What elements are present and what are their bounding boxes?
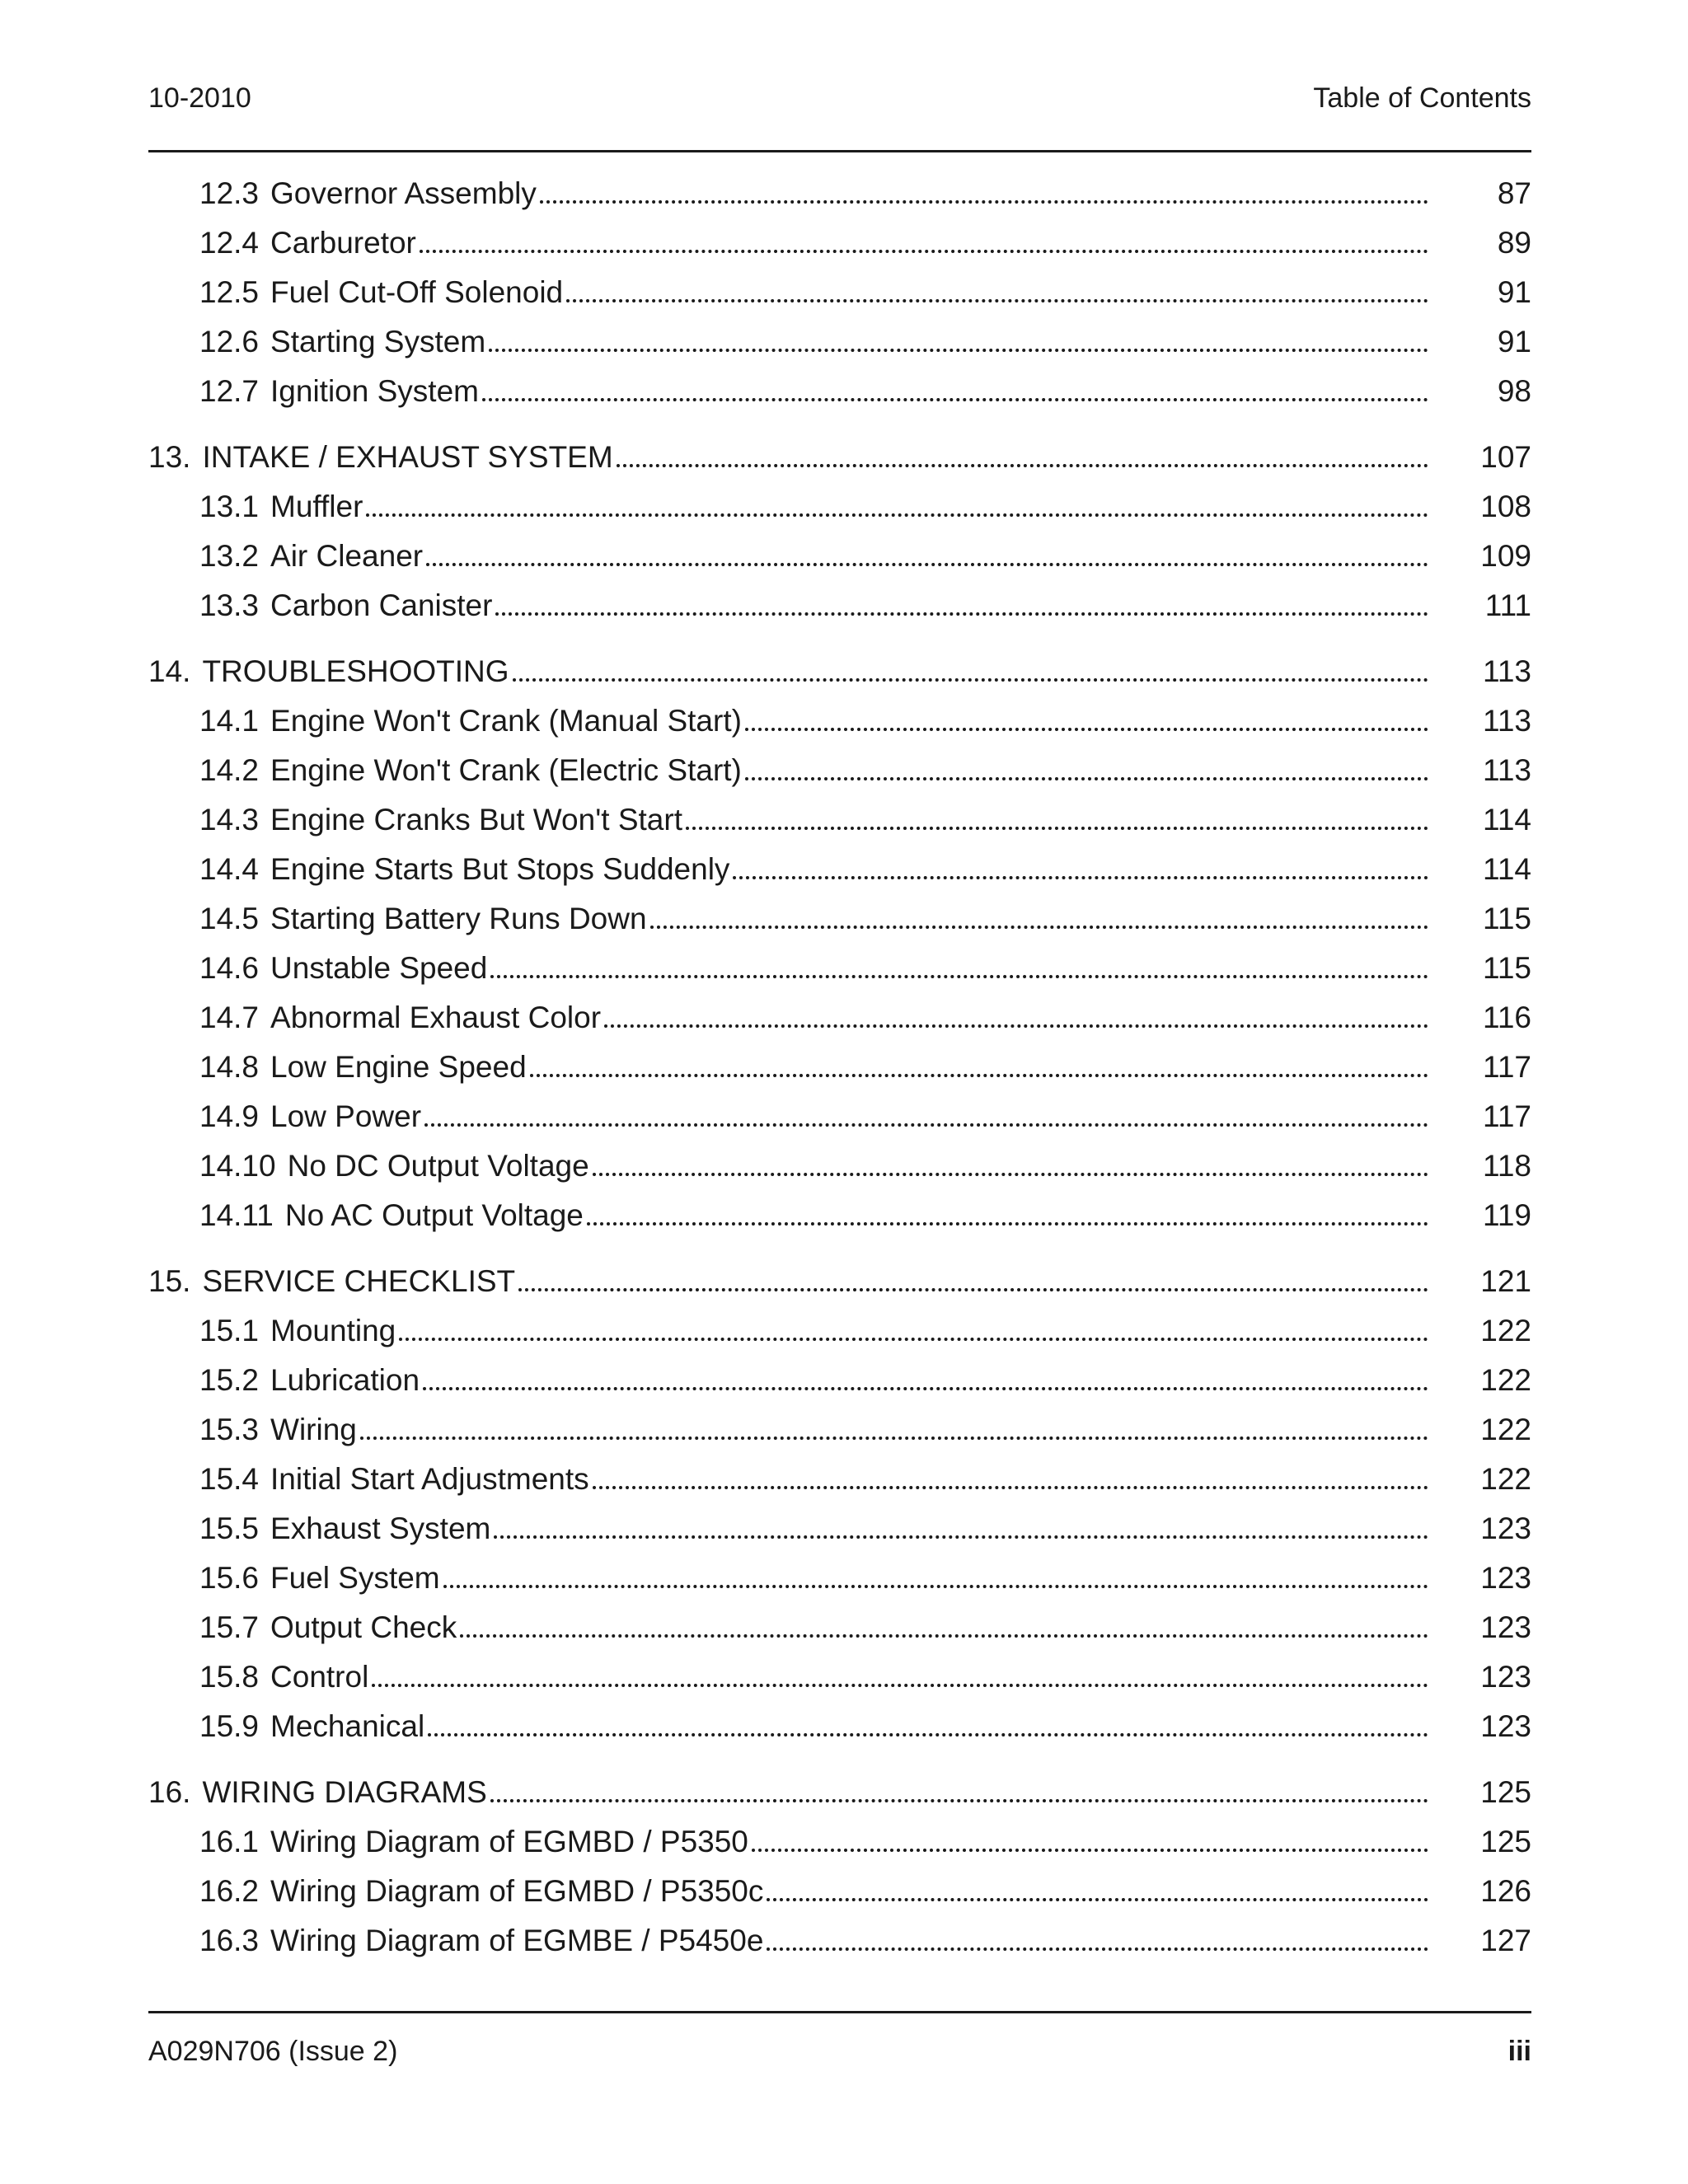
- dot-leader: [366, 513, 1428, 517]
- toc-page-number: 123: [1480, 1511, 1531, 1545]
- toc-entry[interactable]: [148, 1603, 1531, 1652]
- toc-entry-number: 14.5: [199, 902, 260, 935]
- toc-page-number: 115: [1483, 902, 1531, 935]
- toc-entry-title: [199, 1924, 767, 1957]
- toc-entry-title: [199, 1825, 752, 1858]
- toc-page-number: 125: [1480, 1825, 1531, 1858]
- toc-entry-number: 15.: [148, 1264, 191, 1298]
- toc-page-number: 117: [1483, 1099, 1531, 1133]
- toc-page-number: 107: [1480, 440, 1531, 474]
- dot-leader: [494, 1535, 1428, 1539]
- toc-entry[interactable]: [148, 1356, 1531, 1405]
- toc-entry-text: Engine Won't Crank (Electric Start): [270, 753, 742, 787]
- dot-leader: [604, 1024, 1428, 1028]
- table-of-contents: [148, 169, 1531, 1982]
- toc-entry-title: [199, 226, 420, 260]
- dot-leader: [426, 563, 1428, 566]
- toc-entry-title: [199, 852, 733, 886]
- toc-entry[interactable]: [148, 993, 1531, 1043]
- toc-entry-title: [199, 1149, 593, 1183]
- toc-entry-number: 14.10: [199, 1149, 276, 1183]
- toc-entry[interactable]: [148, 482, 1531, 532]
- toc-page-number: 87: [1497, 176, 1531, 210]
- toc-entry-number: 15.9: [199, 1709, 260, 1743]
- dot-leader: [587, 1222, 1428, 1226]
- toc-entry[interactable]: [148, 1652, 1531, 1702]
- toc-page-number: 123: [1480, 1709, 1531, 1743]
- toc-section: [148, 647, 1531, 1240]
- dot-leader: [495, 612, 1428, 616]
- footer-doc-id: A029N706 (Issue 2): [148, 2036, 398, 2067]
- toc-entry-text: Fuel Cut-Off Solenoid: [270, 275, 564, 309]
- toc-entry-text: Low Engine Speed: [270, 1050, 527, 1084]
- dot-leader: [566, 299, 1428, 302]
- toc-entry-text: Mounting: [270, 1314, 396, 1347]
- toc-entry-title: [199, 1511, 494, 1545]
- toc-entry-title: [199, 1198, 587, 1232]
- toc-page-number: 126: [1480, 1874, 1531, 1908]
- toc-entry-number: 13.2: [199, 539, 260, 573]
- dot-leader: [745, 777, 1428, 780]
- toc-entry-number: 15.6: [199, 1561, 260, 1595]
- dot-leader: [423, 1387, 1428, 1390]
- toc-page-number: 123: [1480, 1660, 1531, 1694]
- toc-page-number: 91: [1497, 325, 1531, 359]
- dot-leader: [650, 926, 1428, 929]
- toc-entry-number: 12.4: [199, 226, 260, 260]
- toc-chapter-entry[interactable]: [148, 647, 1531, 696]
- toc-page-number: 121: [1480, 1264, 1531, 1298]
- toc-entry-title: [199, 275, 566, 309]
- dot-leader: [489, 349, 1428, 352]
- toc-entry-number: 14.4: [199, 852, 260, 886]
- toc-page-number: 122: [1480, 1314, 1531, 1347]
- dot-leader: [767, 1947, 1428, 1951]
- toc-entry-title: [199, 803, 686, 837]
- toc-entry-text: Low Power: [270, 1099, 422, 1133]
- toc-entry[interactable]: [148, 795, 1531, 845]
- page-header: [148, 82, 1531, 119]
- toc-entry-title: [199, 1874, 767, 1908]
- toc-section: [148, 1768, 1531, 1966]
- toc-entry[interactable]: [148, 1916, 1531, 1966]
- toc-entry-number: 15.7: [199, 1610, 260, 1644]
- toc-entry-text: Output Check: [270, 1610, 457, 1644]
- toc-page-number: 125: [1480, 1775, 1531, 1809]
- toc-entry-text: Exhaust System: [270, 1511, 491, 1545]
- dot-leader: [424, 1123, 1428, 1127]
- toc-entry-number: 12.5: [199, 275, 260, 309]
- toc-entry-number: 15.8: [199, 1660, 260, 1694]
- toc-entry-text: Engine Starts But Stops Suddenly: [270, 852, 730, 886]
- toc-entry-text: INTAKE / EXHAUST SYSTEM: [202, 440, 613, 474]
- footer-rule: [148, 2011, 1531, 2013]
- toc-entry-number: 15.3: [199, 1413, 260, 1446]
- toc-entry-number: 13.3: [199, 588, 260, 622]
- dot-leader: [593, 1486, 1428, 1489]
- toc-entry-text: Wiring Diagram of EGMBD / P5350c: [270, 1874, 764, 1908]
- toc-entry-text: Unstable Speed: [270, 951, 488, 985]
- toc-chapter-entry[interactable]: [148, 1257, 1531, 1306]
- toc-entry-title: [148, 1264, 518, 1298]
- dot-leader: [490, 975, 1428, 978]
- toc-entry[interactable]: [148, 1455, 1531, 1504]
- toc-entry[interactable]: [148, 1141, 1531, 1191]
- toc-entry-title: [199, 753, 745, 787]
- toc-entry-title: [199, 1561, 443, 1595]
- toc-entry[interactable]: [148, 367, 1531, 416]
- dot-leader: [733, 876, 1428, 879]
- header-rule: [148, 150, 1531, 152]
- toc-page-number: 123: [1480, 1561, 1531, 1595]
- toc-entry-title: [148, 440, 617, 474]
- toc-entry-text: Muffler: [270, 490, 363, 523]
- toc-page-number: 116: [1483, 1001, 1531, 1034]
- toc-chapter-entry[interactable]: [148, 433, 1531, 482]
- toc-entry-text: WIRING DIAGRAMS: [202, 1775, 487, 1809]
- toc-page-number: 127: [1480, 1924, 1531, 1957]
- toc-entry[interactable]: [148, 1092, 1531, 1141]
- dot-leader: [460, 1634, 1428, 1638]
- toc-entry-text: Ignition System: [270, 374, 479, 408]
- dot-leader: [372, 1684, 1428, 1687]
- toc-entry[interactable]: [148, 894, 1531, 944]
- toc-entry-number: 14.9: [199, 1099, 260, 1133]
- toc-entry-title: [199, 1660, 372, 1694]
- toc-entry[interactable]: [148, 1043, 1531, 1092]
- toc-entry[interactable]: [148, 317, 1531, 367]
- toc-entry-text: Engine Won't Crank (Manual Start): [270, 704, 742, 738]
- toc-entry-text: Initial Start Adjustments: [270, 1462, 589, 1496]
- toc-entry-text: Control: [270, 1660, 369, 1694]
- toc-entry-title: [199, 176, 540, 210]
- toc-entry-number: 15.5: [199, 1511, 260, 1545]
- toc-entry-number: 15.1: [199, 1314, 260, 1347]
- toc-entry-title: [148, 1775, 490, 1809]
- toc-entry-number: 16.1: [199, 1825, 260, 1858]
- toc-page-number: 122: [1480, 1363, 1531, 1397]
- toc-entry-text: Carbon Canister: [270, 588, 493, 622]
- toc-page-number: 114: [1483, 803, 1531, 837]
- toc-page-number: 119: [1483, 1198, 1531, 1232]
- toc-section: [148, 1257, 1531, 1751]
- toc-entry-text: Governor Assembly: [270, 176, 537, 210]
- toc-entry-number: 13.1: [199, 490, 260, 523]
- dot-leader: [593, 1173, 1428, 1176]
- toc-entry-text: Starting System: [270, 325, 486, 359]
- header-date: 10-2010: [148, 82, 251, 114]
- toc-entry[interactable]: [148, 169, 1531, 218]
- toc-entry-number: 16.2: [199, 1874, 260, 1908]
- toc-entry-text: Lubrication: [270, 1363, 420, 1397]
- toc-entry-title: [148, 654, 513, 688]
- toc-page-number: 117: [1483, 1050, 1531, 1084]
- toc-entry[interactable]: [148, 581, 1531, 630]
- toc-page-number: 98: [1497, 374, 1531, 408]
- toc-entry-title: [199, 1413, 360, 1446]
- toc-entry-title: [199, 1363, 423, 1397]
- toc-entry-title: [199, 539, 426, 573]
- dot-leader: [617, 464, 1428, 467]
- dot-leader: [518, 1288, 1428, 1291]
- toc-entry-title: [199, 374, 482, 408]
- toc-entry[interactable]: [148, 1867, 1531, 1916]
- dot-leader: [482, 398, 1428, 401]
- toc-entry[interactable]: [148, 268, 1531, 317]
- toc-entry[interactable]: [148, 1191, 1531, 1240]
- dot-leader: [360, 1436, 1428, 1440]
- toc-page-number: 123: [1480, 1610, 1531, 1644]
- toc-page-number: 115: [1483, 951, 1531, 985]
- dot-leader: [686, 827, 1428, 830]
- toc-section: [148, 169, 1531, 416]
- toc-entry-number: 14.7: [199, 1001, 260, 1034]
- dot-leader: [540, 200, 1428, 204]
- toc-entry-text: Carburetor: [270, 226, 416, 260]
- toc-entry-number: 14.11: [199, 1198, 274, 1232]
- toc-page-number: 108: [1480, 490, 1531, 523]
- toc-entry-text: No DC Output Voltage: [287, 1149, 589, 1183]
- toc-page-number: 111: [1484, 588, 1531, 622]
- toc-entry[interactable]: [148, 696, 1531, 746]
- toc-page-number: 89: [1497, 226, 1531, 260]
- toc-entry-number: 15.4: [199, 1462, 260, 1496]
- toc-section: [148, 433, 1531, 630]
- toc-entry-title: [199, 1610, 460, 1644]
- toc-entry[interactable]: [148, 1306, 1531, 1356]
- toc-entry-title: [199, 490, 366, 523]
- toc-chapter-entry[interactable]: [148, 1768, 1531, 1817]
- toc-entry-text: Starting Battery Runs Down: [270, 902, 647, 935]
- toc-entry-text: Abnormal Exhaust Color: [270, 1001, 602, 1034]
- toc-entry-number: 14.3: [199, 803, 260, 837]
- dot-leader: [420, 250, 1428, 253]
- toc-entry[interactable]: [148, 1405, 1531, 1455]
- toc-page-number: 113: [1483, 654, 1531, 688]
- dot-leader: [767, 1898, 1428, 1901]
- toc-entry-title: [199, 1709, 428, 1743]
- header-title: Table of Contents: [1313, 82, 1531, 114]
- toc-entry-title: [199, 588, 495, 622]
- dot-leader: [530, 1074, 1428, 1077]
- toc-entry-number: 12.7: [199, 374, 260, 408]
- toc-entry-text: No AC Output Voltage: [284, 1198, 584, 1232]
- toc-entry-title: [199, 1001, 604, 1034]
- dot-leader: [752, 1849, 1428, 1852]
- toc-page-number: 113: [1483, 753, 1531, 787]
- toc-entry-text: Engine Cranks But Won't Start: [270, 803, 682, 837]
- toc-entry-text: Mechanical: [270, 1709, 425, 1743]
- toc-entry-text: TROUBLESHOOTING: [202, 654, 509, 688]
- toc-entry-number: 14.1: [199, 704, 260, 738]
- toc-entry[interactable]: [148, 1817, 1531, 1867]
- toc-page-number: 118: [1483, 1149, 1531, 1183]
- toc-entry[interactable]: [148, 532, 1531, 581]
- toc-entry-text: Wiring: [270, 1413, 357, 1446]
- toc-entry[interactable]: [148, 1554, 1531, 1603]
- toc-page-number: 91: [1497, 275, 1531, 309]
- dot-leader: [443, 1585, 1428, 1588]
- toc-page-number: 114: [1483, 852, 1531, 886]
- toc-entry[interactable]: [148, 1504, 1531, 1554]
- toc-entry-title: [199, 704, 745, 738]
- toc-entry-number: 14.8: [199, 1050, 260, 1084]
- dot-leader: [513, 678, 1428, 682]
- toc-page-number: 122: [1480, 1413, 1531, 1446]
- toc-entry-text: Air Cleaner: [270, 539, 424, 573]
- toc-entry-number: 14.2: [199, 753, 260, 787]
- toc-entry[interactable]: [148, 218, 1531, 268]
- toc-entry-title: [199, 1462, 593, 1496]
- toc-entry-number: 12.6: [199, 325, 260, 359]
- toc-entry-text: SERVICE CHECKLIST: [202, 1264, 516, 1298]
- dot-leader: [399, 1338, 1428, 1341]
- toc-entry-text: Fuel System: [270, 1561, 440, 1595]
- toc-entry-text: Wiring Diagram of EGMBE / P5450e: [270, 1924, 764, 1957]
- toc-entry-title: [199, 951, 490, 985]
- toc-entry-title: [199, 1314, 399, 1347]
- toc-entry[interactable]: [148, 944, 1531, 993]
- toc-page-number: 109: [1480, 539, 1531, 573]
- dot-leader: [428, 1733, 1428, 1736]
- toc-page-number: 122: [1480, 1462, 1531, 1496]
- toc-entry-text: Wiring Diagram of EGMBD / P5350: [270, 1825, 748, 1858]
- dot-leader: [745, 728, 1428, 731]
- dot-leader: [490, 1799, 1428, 1802]
- toc-entry-number: 15.2: [199, 1363, 260, 1397]
- toc-entry-number: 14.6: [199, 951, 260, 985]
- toc-entry-number: 13.: [148, 440, 191, 474]
- toc-page-number: 113: [1483, 704, 1531, 738]
- toc-entry-title: [199, 1050, 530, 1084]
- footer-page-number: iii: [1507, 2036, 1531, 2067]
- toc-entry-title: [199, 1099, 424, 1133]
- toc-entry-number: 12.3: [199, 176, 260, 210]
- toc-entry-number: 16.3: [199, 1924, 260, 1957]
- toc-entry-title: [199, 325, 489, 359]
- toc-entry-number: 16.: [148, 1775, 191, 1809]
- toc-entry[interactable]: [148, 845, 1531, 894]
- toc-entry-title: [199, 902, 650, 935]
- toc-entry-number: 14.: [148, 654, 191, 688]
- toc-entry[interactable]: [148, 1702, 1531, 1751]
- toc-entry[interactable]: [148, 746, 1531, 795]
